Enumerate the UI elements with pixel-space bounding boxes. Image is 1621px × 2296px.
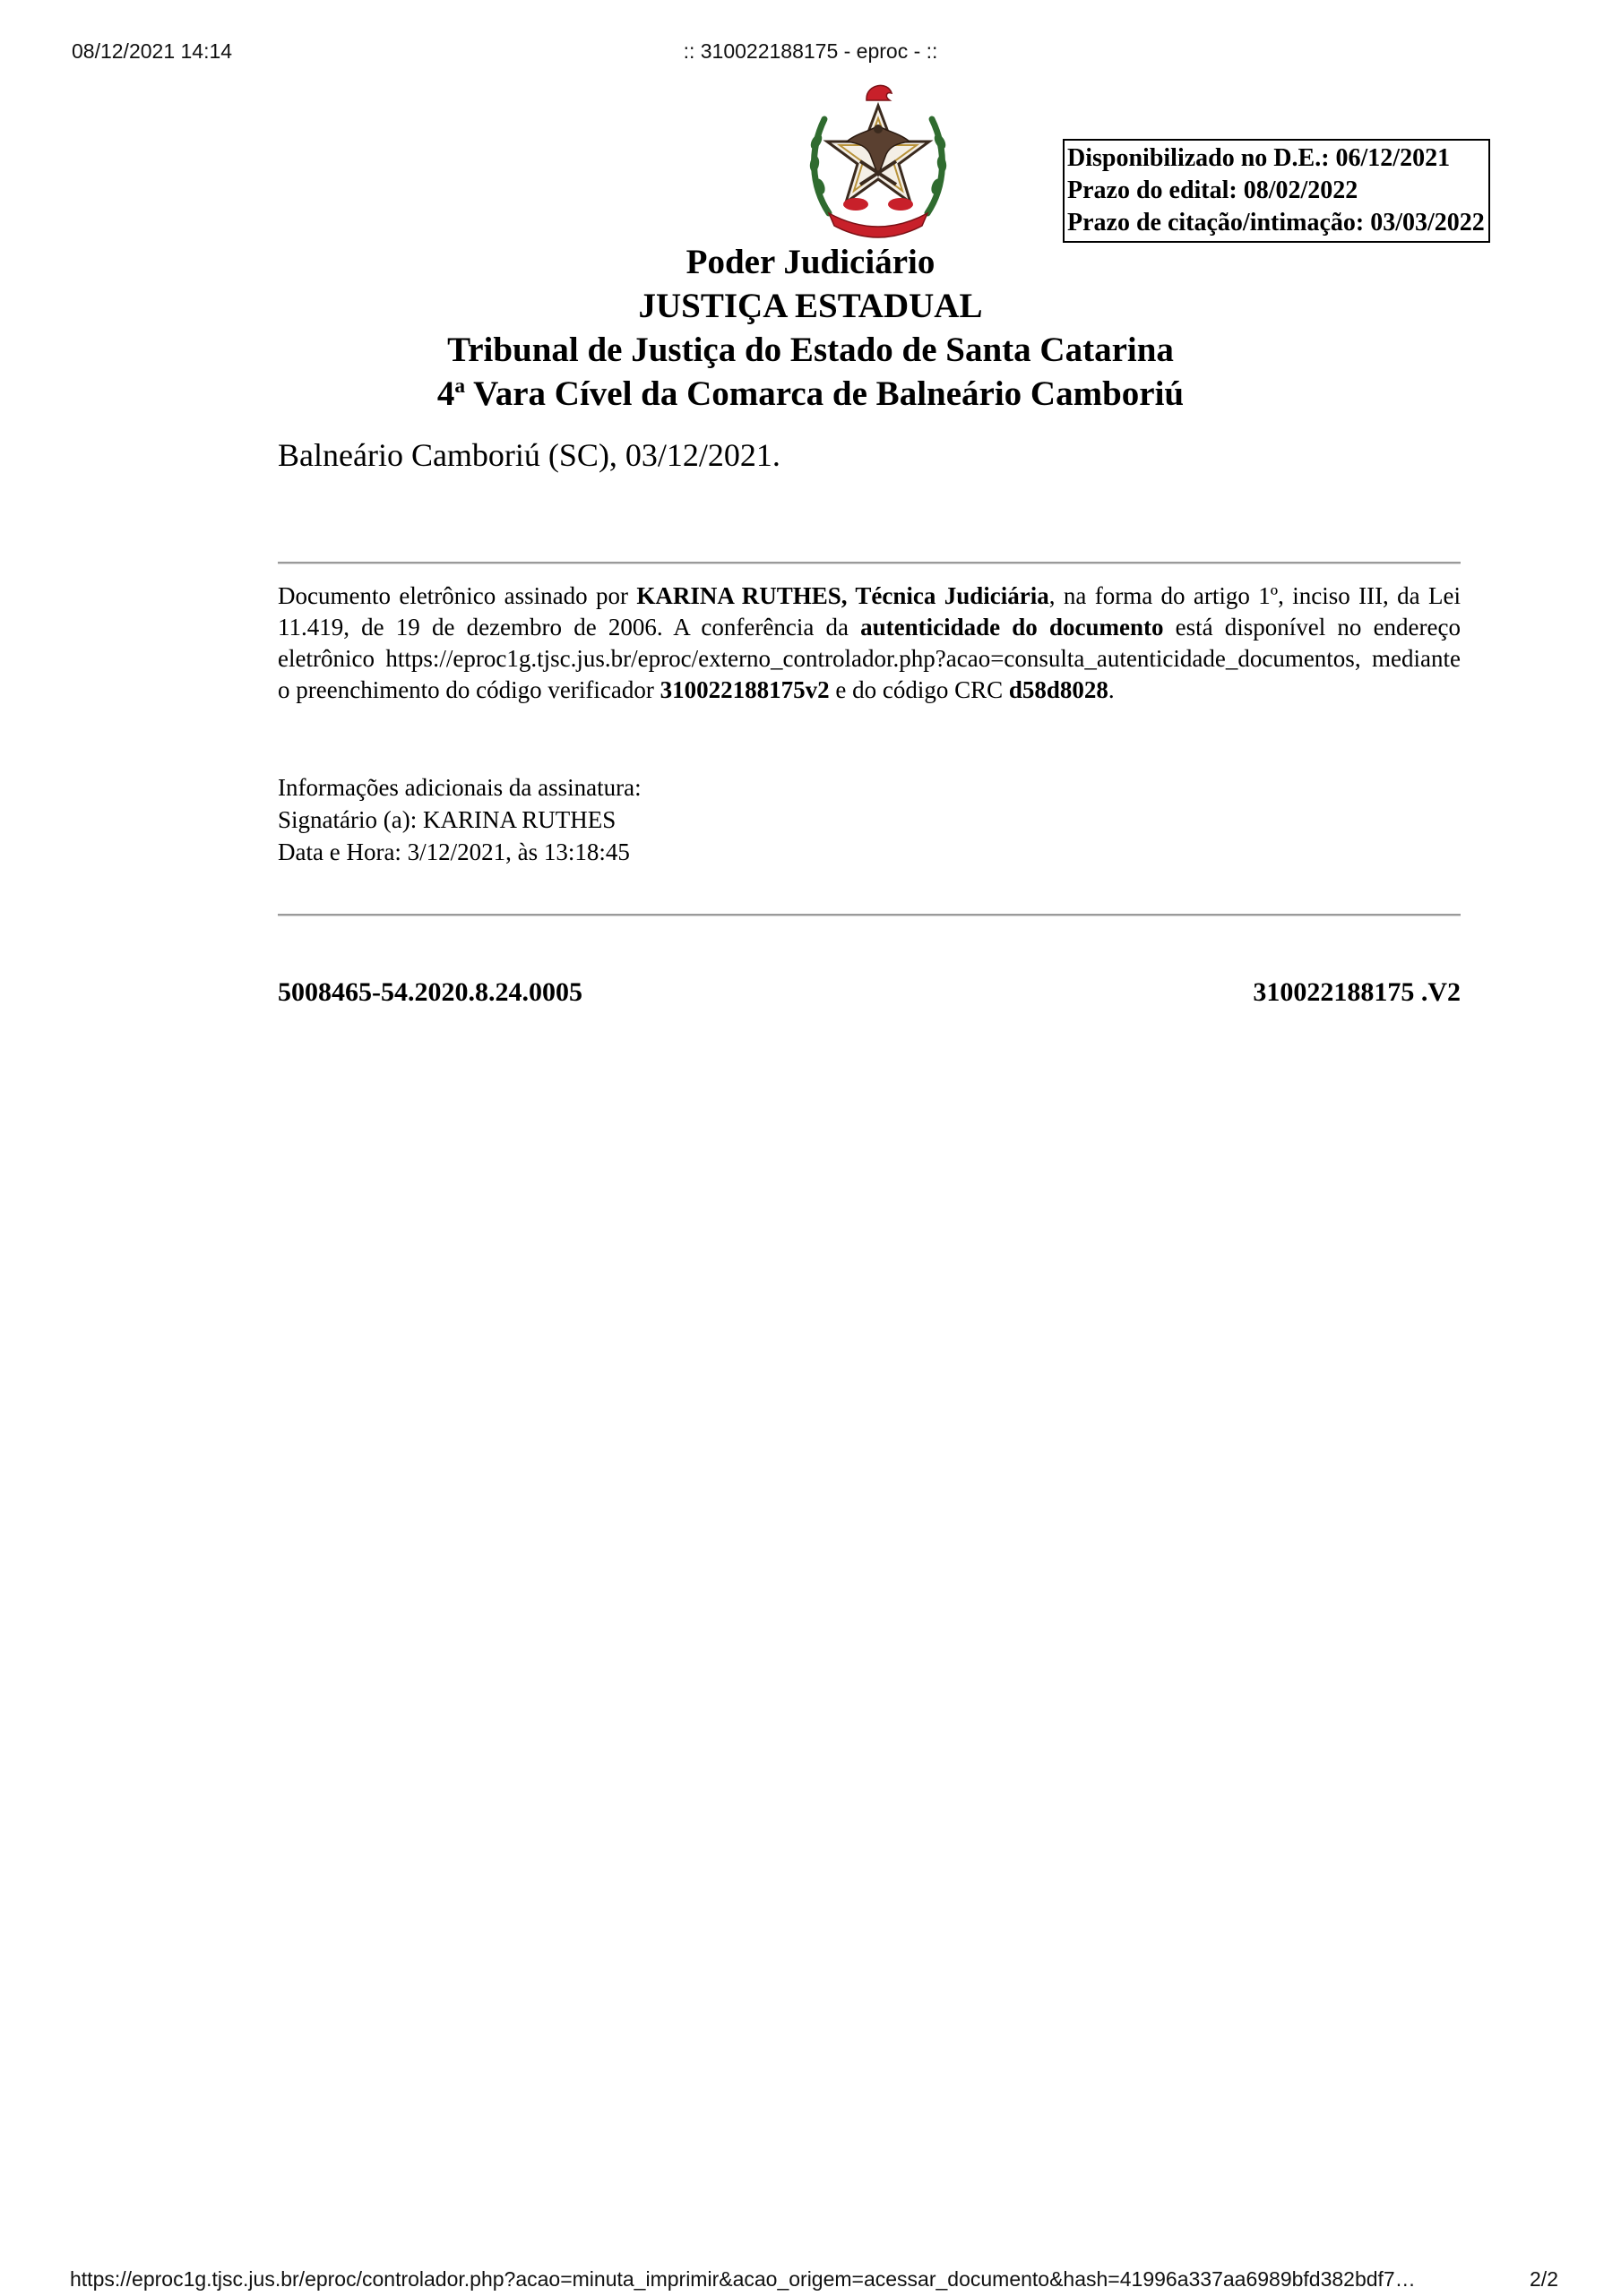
state-coat-of-arms-emblem	[802, 79, 954, 240]
process-number: 5008465-54.2020.8.24.0005	[278, 977, 582, 1007]
signatory-line: Signatário (a): KARINA RUTHES	[278, 806, 616, 833]
signature-text-4: e do código CRC	[829, 676, 1009, 703]
divider	[278, 562, 1461, 564]
verifier-code: 310022188175v2	[660, 676, 830, 703]
signature-text-3: está disponível no endereço eletrônico https://eproc1g.tjsc.jus.br/eproc/externo_controlador.php?acao=consulta_autenticidade_documentos, mediante o preenchimento do código verificador	[278, 614, 1461, 703]
heading-line-4	[0, 372, 1621, 416]
print-datetime: 08/12/2021 14:14	[72, 39, 233, 63]
heading-line-4-rest: Vara Cível da Comarca de Balneário Camboriú	[465, 374, 1185, 413]
document-code: 310022188175 .V2	[1253, 977, 1461, 1007]
heading-line-4-ordinal: 4	[436, 374, 455, 413]
court-heading	[0, 240, 1621, 416]
place-date-line: Balneário Camboriú (SC), 03/12/2021.	[278, 437, 780, 473]
crc-code: d58d8028	[1008, 676, 1108, 703]
print-header	[0, 39, 1621, 68]
print-url: https://eproc1g.tjsc.jus.br/eproc/controlador.php?acao=minuta_imprimir&acao_origem=acessar_documento&hash=41996a337aa6989bfd382bdf7…	[70, 2267, 1416, 2291]
heading-line-1: Poder Judiciário	[685, 243, 936, 281]
signature-datetime: Data e Hora: 3/12/2021, às 13:18:45	[278, 838, 630, 865]
signature-info-block	[278, 771, 642, 868]
divider	[278, 914, 1461, 916]
signature-text-1: Documento eletrônico assinado por	[278, 582, 637, 609]
published-date: Disponibilizado no D.E.: 06/12/2021	[1067, 144, 1451, 172]
edict-deadline: Prazo do edital: 08/02/2022	[1067, 176, 1358, 204]
deadline-box	[1063, 139, 1490, 243]
print-title: :: 310022188175 - eproc - ::	[683, 39, 938, 63]
heading-line-4-superscript: a	[454, 374, 466, 398]
signature-info-title: Informações adicionais da assinatura:	[278, 774, 642, 801]
signature-text-5: .	[1108, 676, 1115, 703]
heading-line-2: JUSTIÇA ESTADUAL	[638, 287, 983, 325]
page-number: 2/2	[1530, 2267, 1558, 2291]
signature-text-2: , na forma do artigo 1º, inciso III, da Lei 11.419, de 19 de dezembro de 2006. A conferência da	[278, 582, 1461, 641]
citation-deadline: Prazo de citação/intimação: 03/03/2022	[1067, 209, 1485, 236]
print-footer	[0, 2267, 1621, 2296]
authenticity-phrase: autenticidade do documento	[860, 614, 1164, 641]
heading-line-3: Tribunal de Justiça do Estado de Santa Catarina	[447, 331, 1174, 369]
signer-name-role: KARINA RUTHES, Técnica Judiciária	[636, 582, 1049, 609]
signature-paragraph	[278, 580, 1461, 706]
